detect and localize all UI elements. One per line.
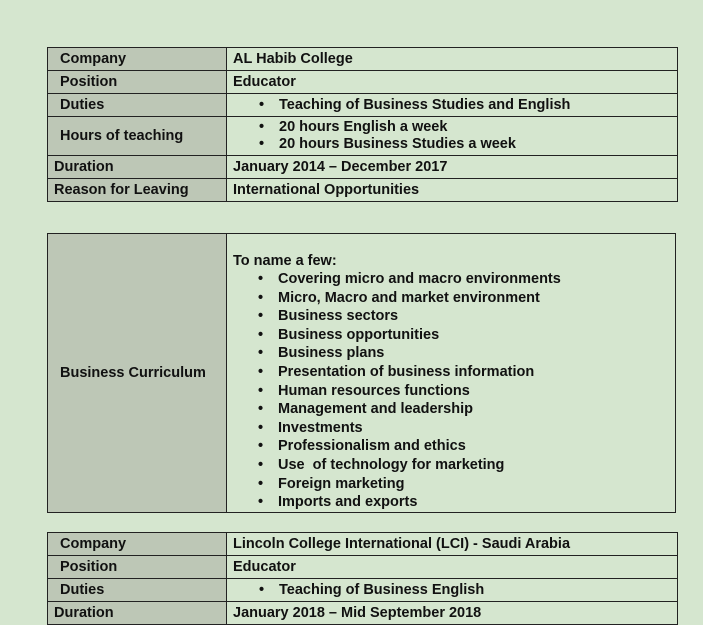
duties-list xyxy=(259,581,677,599)
position-value: Educator xyxy=(227,71,678,94)
hours-row xyxy=(48,117,678,156)
bullet-icon: • xyxy=(259,581,265,598)
duration-label: Duration xyxy=(48,156,227,179)
duties-list xyxy=(259,96,677,114)
hours-list xyxy=(259,119,677,153)
curriculum-value xyxy=(227,234,676,513)
position-label: Position xyxy=(48,71,227,94)
list-item: • 20 hours Business Studies a week xyxy=(259,136,516,152)
list-item: • 20 hours English a week xyxy=(259,119,448,135)
bullet-icon: • xyxy=(258,475,264,492)
duration-value: January 2014 – December 2017 xyxy=(227,156,678,179)
bullet-icon: • xyxy=(258,271,264,287)
hours-value xyxy=(227,117,678,156)
company-value: AL Habib College xyxy=(227,48,678,71)
list-item: • Business plans xyxy=(258,345,385,362)
reason-label: Reason for Leaving xyxy=(48,179,227,202)
position-label: Position xyxy=(48,556,227,579)
duration-row xyxy=(48,602,678,625)
duration-row xyxy=(48,156,678,179)
list-item: • Use of technology for marketing xyxy=(258,456,505,473)
employment-table-2 xyxy=(47,532,678,625)
duties-label: Duties xyxy=(48,579,227,602)
list-item: • Business opportunities xyxy=(258,326,440,343)
company-row xyxy=(48,533,678,556)
list-item: • Business sectors xyxy=(258,308,399,325)
duties-value xyxy=(227,94,678,117)
list-item: • Human resources functions xyxy=(258,382,470,399)
bullet-icon: • xyxy=(258,345,264,362)
curriculum-label: Business Curriculum xyxy=(48,234,227,513)
bullet-icon: • xyxy=(258,382,264,399)
curriculum-list xyxy=(233,270,675,512)
position-value: Educator xyxy=(227,556,678,579)
bullet-icon: • xyxy=(258,438,264,455)
company-row xyxy=(48,48,678,71)
list-item: • Micro, Macro and market environment xyxy=(258,289,540,306)
list-item: • Presentation of business information xyxy=(258,363,535,380)
bullet-icon: • xyxy=(259,136,265,152)
list-item: • Covering micro and macro environments xyxy=(258,271,561,287)
curriculum-intro: To name a few: xyxy=(233,253,337,269)
list-item: • Teaching of Business English xyxy=(259,581,485,598)
bullet-icon: • xyxy=(258,419,264,436)
company-label: Company xyxy=(48,48,227,71)
list-item: • Imports and exports xyxy=(258,494,418,511)
list-item: • Professionalism and ethics xyxy=(258,438,466,455)
list-item: • Management and leadership xyxy=(258,401,473,418)
bullet-icon: • xyxy=(258,289,264,306)
bullet-icon: • xyxy=(258,326,264,343)
list-item: • Teaching of Business Studies and English xyxy=(259,96,571,113)
bullet-icon: • xyxy=(258,456,264,473)
list-item: • Foreign marketing xyxy=(258,475,405,492)
bullet-icon: • xyxy=(258,308,264,325)
bullet-icon: • xyxy=(258,363,264,380)
duration-value: January 2018 – Mid September 2018 xyxy=(227,602,678,625)
position-row xyxy=(48,71,678,94)
position-row xyxy=(48,556,678,579)
duties-value xyxy=(227,579,678,602)
company-label: Company xyxy=(48,533,227,556)
reason-row xyxy=(48,179,678,202)
duties-row xyxy=(48,579,678,602)
bullet-icon: • xyxy=(258,401,264,418)
duration-label: Duration xyxy=(48,602,227,625)
bullet-icon: • xyxy=(259,96,265,113)
hours-label: Hours of teaching xyxy=(48,117,227,156)
curriculum-table xyxy=(47,233,676,513)
duties-row xyxy=(48,94,678,117)
company-value: Lincoln College International (LCI) - Saudi Arabia xyxy=(227,533,678,556)
employment-table-1 xyxy=(47,47,678,202)
bullet-icon: • xyxy=(259,119,265,135)
reason-value: International Opportunities xyxy=(227,179,678,202)
curriculum-row xyxy=(48,234,676,513)
list-item: • Investments xyxy=(258,419,363,436)
duties-label: Duties xyxy=(48,94,227,117)
bullet-icon: • xyxy=(258,494,264,511)
